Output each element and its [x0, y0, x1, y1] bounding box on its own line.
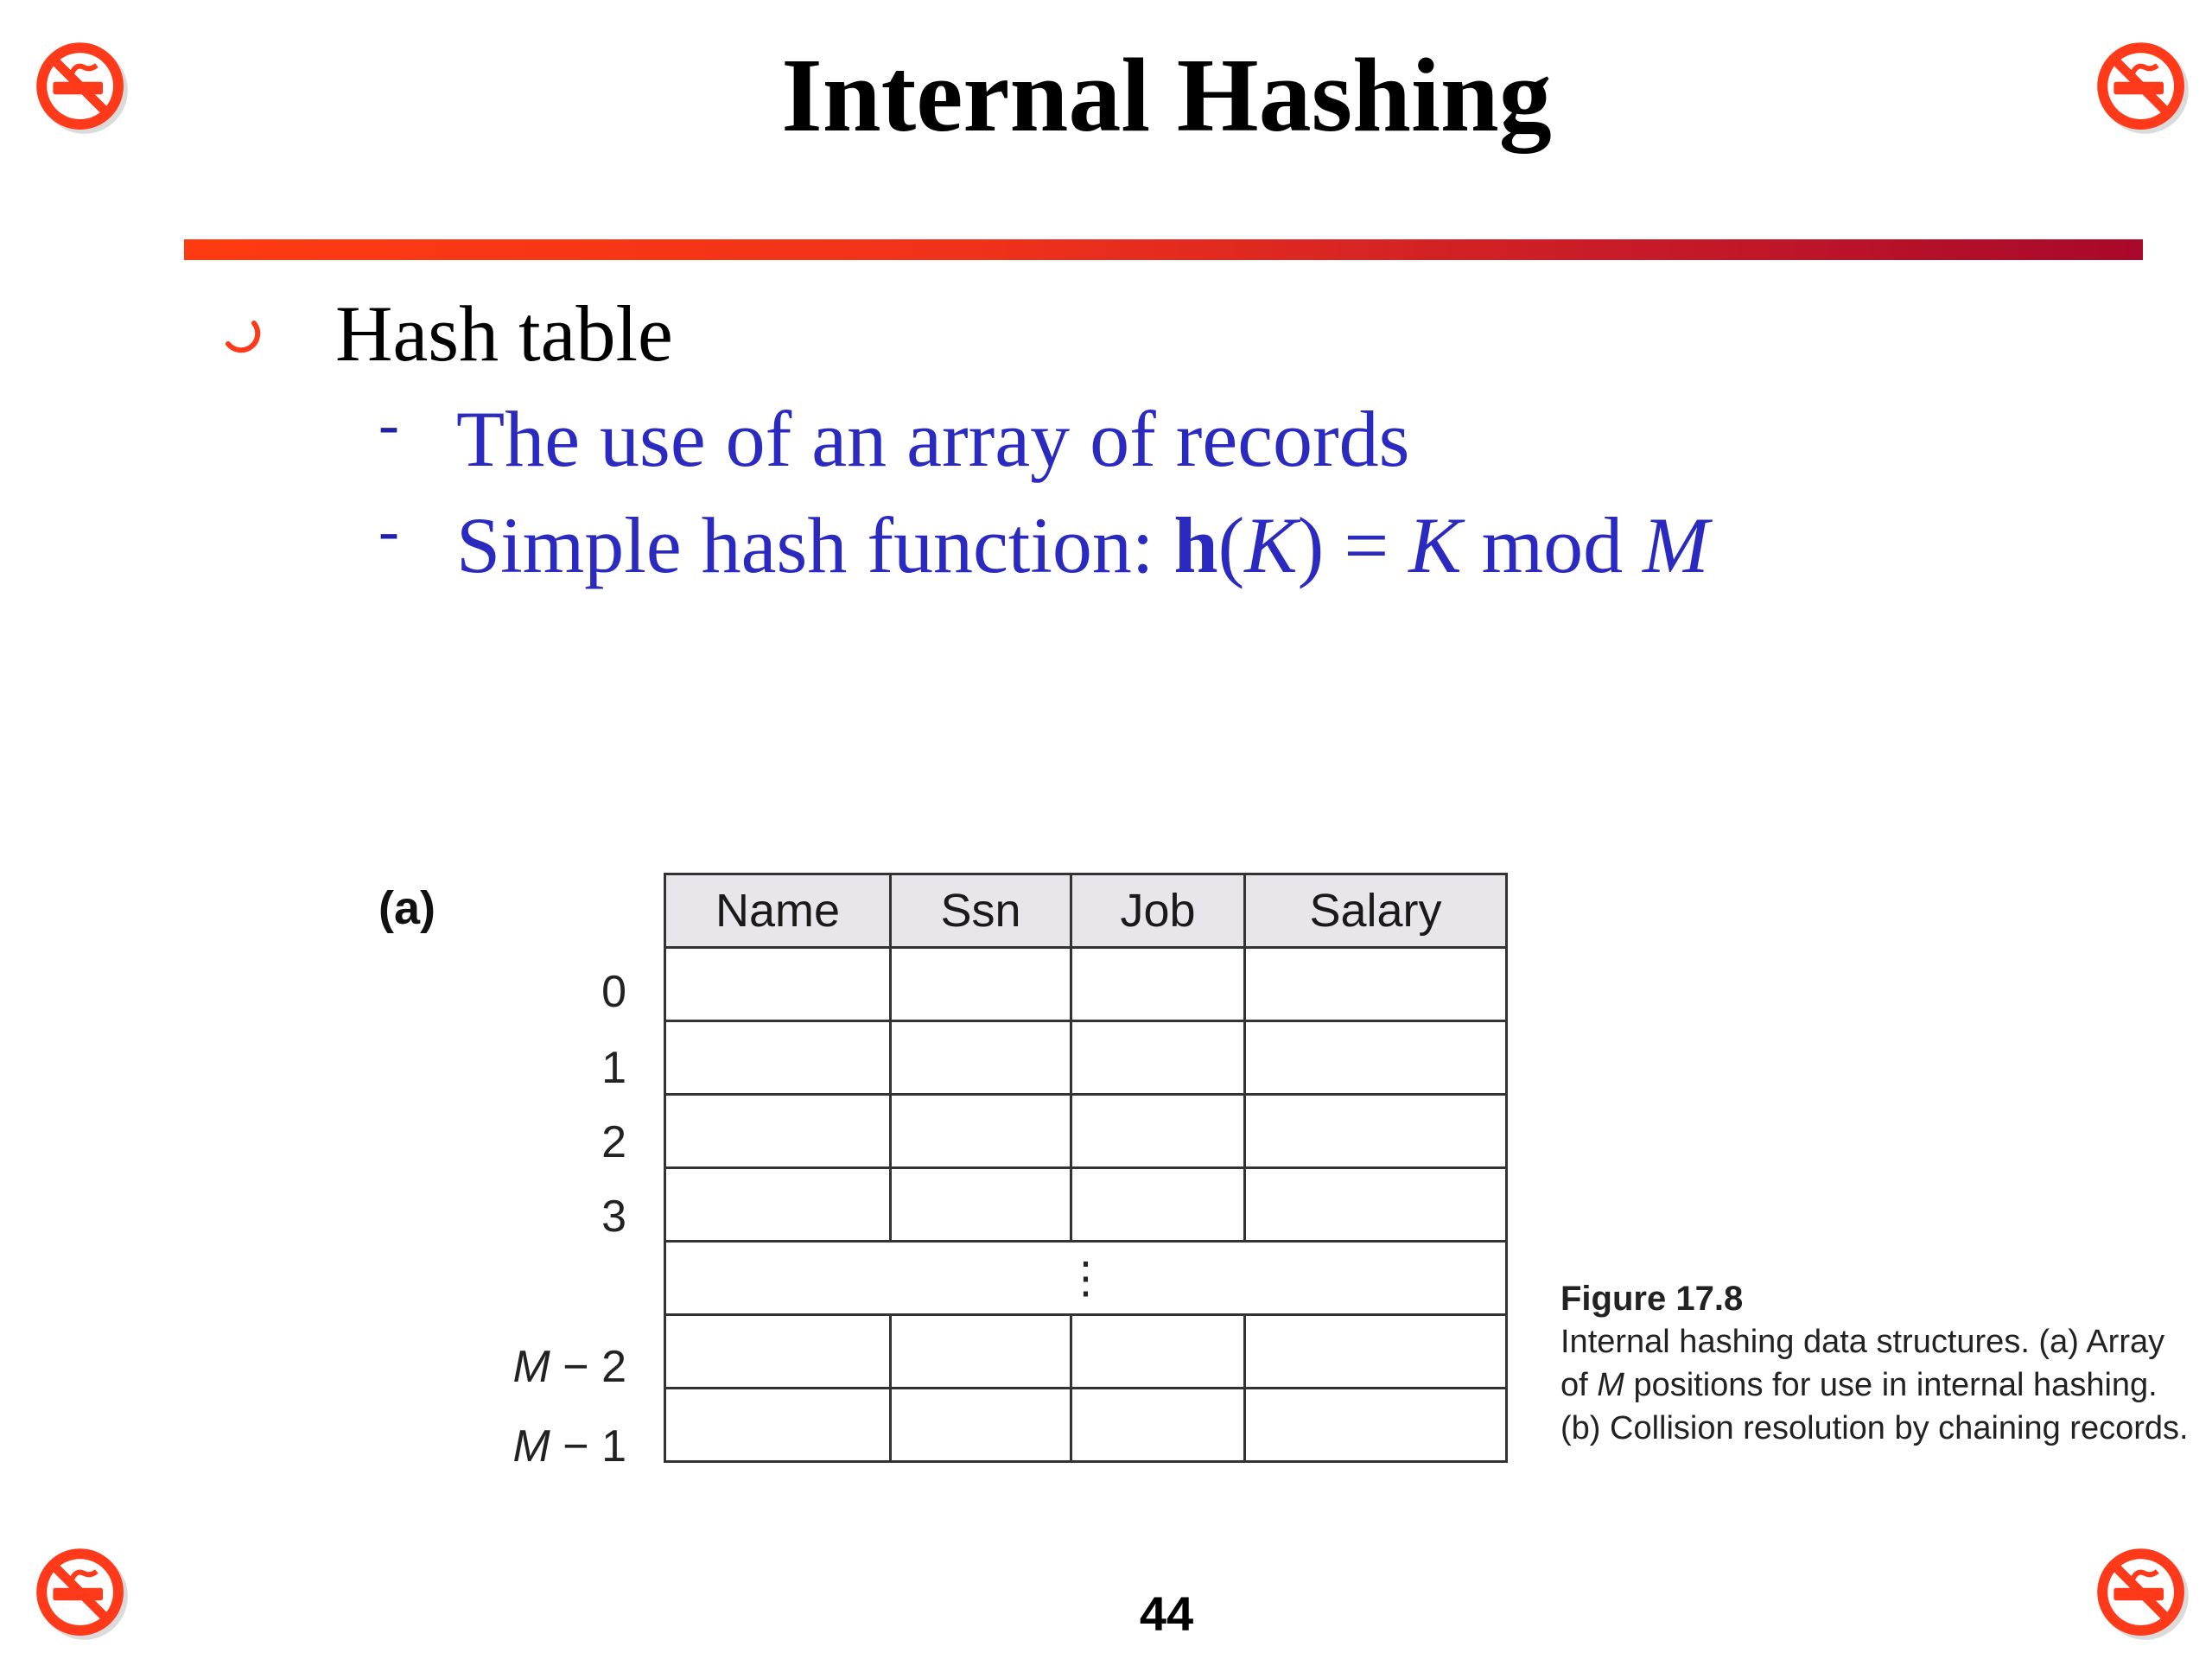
hash-paren-close: ) [1297, 501, 1325, 589]
hash-table-figure [664, 873, 1508, 1463]
caption-line: (b) Collision resolution by chaining records. [1560, 1410, 2189, 1446]
sub-item-hash-function [456, 501, 1709, 589]
figure-panel-label: (a) [378, 882, 435, 934]
dash-marker: - [378, 496, 399, 565]
hash-key-k2: K [1408, 501, 1462, 589]
caption-line [1560, 1363, 2200, 1407]
page-number: 44 [1139, 1586, 1194, 1641]
title-divider [184, 239, 2143, 260]
row-var-m: M [512, 1421, 550, 1471]
row-index-label: 2 [601, 1117, 626, 1167]
caption-var-m: M [1597, 1367, 1624, 1403]
row-index-label: 0 [601, 967, 626, 1017]
table-row [665, 1095, 1507, 1168]
row-suffix: − 1 [550, 1421, 626, 1471]
row-index-label: 3 [601, 1192, 626, 1242]
arc-bullet-icon [216, 311, 268, 363]
hash-function-prefix: Simple hash function: [456, 501, 1174, 589]
caption-text: positions for use in internal hashing. [1624, 1367, 2158, 1403]
table-row [665, 1021, 1507, 1095]
row-index-label [480, 1342, 626, 1392]
vertical-ellipsis: ⋮ [665, 1242, 1507, 1315]
column-header-job: Job [1071, 874, 1245, 948]
column-header-name: Name [665, 874, 891, 948]
hash-function-h: h [1173, 501, 1218, 589]
hash-equals: = [1324, 501, 1409, 589]
table-row [665, 1168, 1507, 1242]
table-ellipsis-row [665, 1242, 1507, 1315]
hash-paren-open: ( [1217, 501, 1245, 589]
hash-mod: mod [1461, 501, 1643, 589]
column-header-ssn: Ssn [891, 874, 1071, 948]
row-suffix: − 2 [550, 1342, 626, 1392]
row-index-label [480, 1421, 626, 1471]
sub-item-array: The use of an array of records [456, 395, 1410, 483]
hash-key-k: K [1244, 501, 1298, 589]
caption-title: Figure 17.8 [1560, 1280, 1744, 1318]
row-index-label: 1 [601, 1043, 626, 1093]
row-var-m: M [512, 1342, 550, 1392]
column-header-salary: Salary [1245, 874, 1507, 948]
dash-marker: - [378, 390, 399, 459]
caption-line: Internal hashing data structures. (a) Array [1560, 1324, 2165, 1360]
table-row [665, 1389, 1507, 1462]
table-row [665, 1315, 1507, 1389]
slide-title: Internal Hashing [781, 37, 1552, 154]
bullet-hash-table: Hash table [335, 289, 673, 378]
caption-text: of [1560, 1367, 1598, 1403]
hash-modulus-m: M [1643, 501, 1709, 589]
table-header-row [665, 874, 1507, 948]
table-row [665, 948, 1507, 1021]
figure-caption [1560, 1277, 2200, 1450]
